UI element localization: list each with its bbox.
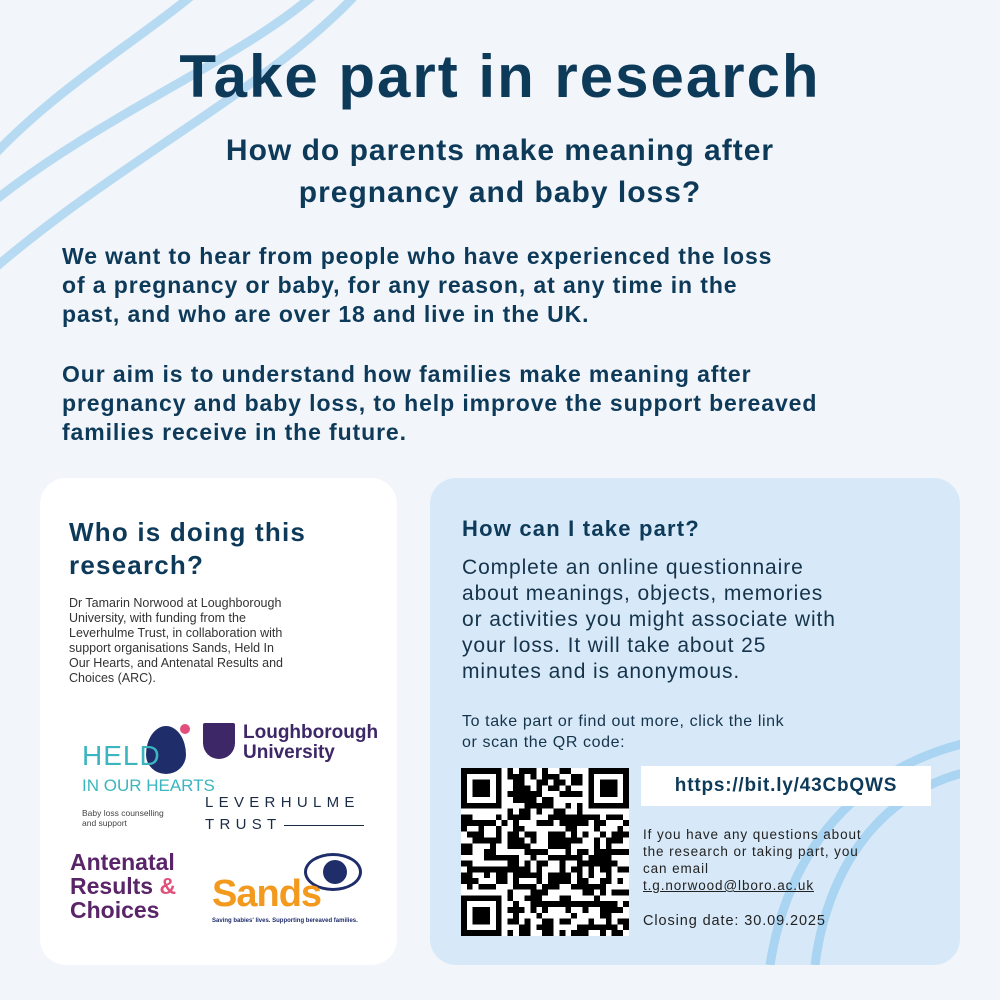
how-card <box>430 478 960 965</box>
logo-text: Sands <box>212 873 322 915</box>
how-instruction <box>462 711 784 753</box>
text-line: Leverhulme Trust, in collaboration with <box>69 626 283 640</box>
subtitle <box>0 130 1000 214</box>
crest-icon <box>203 723 235 759</box>
text-line: past, and who are over 18 and live in the UK. <box>62 301 590 327</box>
who-description <box>69 596 399 686</box>
text-line: pregnancy and baby loss, to help improve the support bereaved <box>62 390 818 416</box>
logo-tagline: Baby loss counselling and support <box>82 808 164 828</box>
text-line: Our aim is to understand how families make meaning after <box>62 361 752 387</box>
logo-text: HELD <box>82 740 161 771</box>
who-heading: Who is doing this research? <box>69 517 307 580</box>
subtitle-line: pregnancy and baby loss? <box>298 176 702 209</box>
text-line: or scan the QR code: <box>462 734 626 751</box>
intro-paragraph-1 <box>62 242 772 329</box>
leverhulme-logo: LEVERHULME TRUST <box>205 792 385 836</box>
text-line: Our Hearts, and Antenatal Results and <box>69 656 284 670</box>
subtitle-line: How do parents make meaning after <box>225 134 775 167</box>
page-title: Take part in research <box>179 43 821 110</box>
text-line: We want to hear from people who have experienced the loss <box>62 243 773 269</box>
text-line: University, with funding from the <box>69 611 246 625</box>
closing-date: Closing date: 30.09.2025 <box>643 913 826 929</box>
text-line: of a pregnancy or baby, for any reason, at any time in the <box>62 272 738 298</box>
text-line: or activities you might associate with <box>462 608 836 631</box>
logo-text: IN OUR HEARTS <box>82 776 215 795</box>
intro-paragraph-2 <box>62 360 817 447</box>
text-line: Dr Tamarin Norwood at Loughborough <box>69 596 282 610</box>
text-line: Choices (ARC). <box>69 671 156 685</box>
qr-code[interactable] <box>461 768 629 936</box>
link-box <box>641 766 931 806</box>
text-line: Complete an online questionnaire <box>462 556 804 579</box>
text-line: To take part or find out more, click the link <box>462 713 785 730</box>
survey-link[interactable]: https://bit.ly/43CbQWS <box>674 775 898 796</box>
text-line: your loss. It will take about 25 <box>462 634 767 657</box>
how-heading: How can I take part? <box>462 516 700 541</box>
text-line: If you have any questions about <box>643 827 862 842</box>
text-line: support organisations Sands, Held In <box>69 641 274 655</box>
arc-logo: Antenatal Results & Choices <box>70 849 177 923</box>
contact-text <box>643 826 862 894</box>
text-line: the research or taking part, you <box>643 844 859 859</box>
text-line: can email <box>643 861 709 876</box>
how-description <box>462 555 836 685</box>
text-line: families receive in the future. <box>62 419 407 445</box>
email-link[interactable]: t.g.norwood@lboro.ac.uk <box>643 878 814 893</box>
text-line: minutes and is anonymous. <box>462 660 741 683</box>
who-card <box>40 478 397 965</box>
logo-tagline: Saving babies' lives. Supporting bereaved families. <box>212 918 358 924</box>
logo-text: Loughborough University <box>243 722 379 763</box>
text-line: about meanings, objects, memories <box>462 582 824 605</box>
